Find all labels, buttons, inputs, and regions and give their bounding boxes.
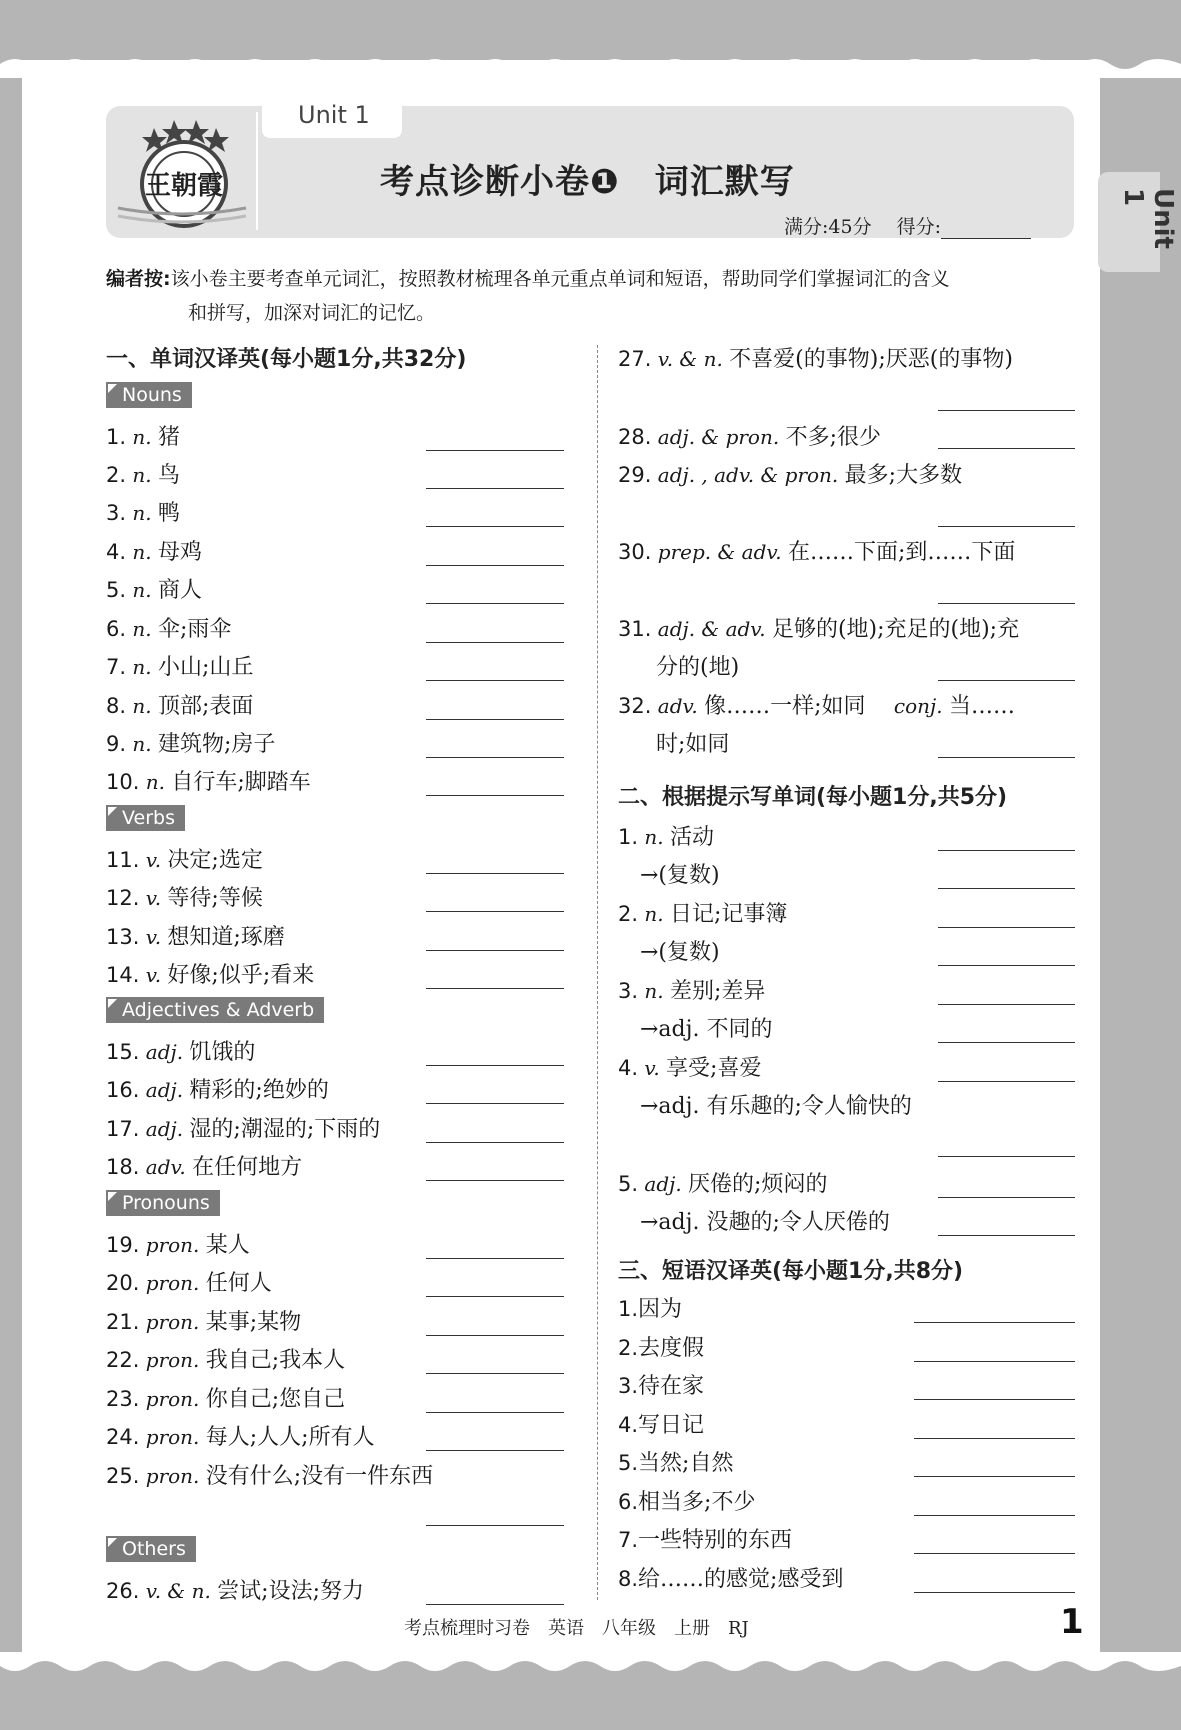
part-of-speech: n. bbox=[126, 540, 158, 564]
vocab-item bbox=[618, 612, 1019, 643]
hint-item bbox=[618, 897, 787, 928]
answer-blank[interactable] bbox=[938, 1235, 1075, 1236]
answer-blank[interactable] bbox=[938, 448, 1075, 449]
vocab-item bbox=[106, 1382, 345, 1413]
item-number: 31. bbox=[618, 617, 652, 641]
item-meaning: 母鸡 bbox=[158, 540, 203, 565]
item-meaning: 猪 bbox=[158, 425, 181, 450]
part-of-speech: pron. bbox=[139, 1310, 206, 1334]
item-meaning: 想知道;琢磨 bbox=[167, 925, 285, 950]
part-of-speech: n. bbox=[638, 902, 670, 926]
part-of-speech: v. bbox=[638, 1056, 667, 1080]
vocab-item bbox=[618, 342, 1013, 373]
item-number: 15. bbox=[106, 1040, 140, 1064]
item-meaning: 不多;很少 bbox=[785, 425, 881, 450]
part-of-speech: n. bbox=[638, 825, 670, 849]
header-divider bbox=[256, 112, 258, 230]
item-number: 7. bbox=[618, 1528, 639, 1552]
item-meaning: 待在家 bbox=[638, 1374, 705, 1399]
item-continuation: 时;如同 bbox=[656, 732, 730, 757]
answer-blank[interactable] bbox=[426, 1412, 564, 1413]
part-of-speech: pron. bbox=[139, 1271, 206, 1295]
item-meaning: 像……一样;如同 bbox=[704, 694, 888, 719]
item-meaning: 你自己;您自己 bbox=[205, 1387, 346, 1412]
hint-item bbox=[618, 820, 714, 851]
part-of-speech: adj. bbox=[139, 1040, 190, 1064]
derived-form-prompt: →(复数) bbox=[640, 940, 720, 965]
answer-blank[interactable] bbox=[914, 1592, 1075, 1593]
item-meaning: 没有什么;没有一件东西 bbox=[205, 1464, 434, 1489]
item-number: 22. bbox=[106, 1348, 140, 1372]
publisher-seal-logo bbox=[112, 112, 252, 234]
hint-item bbox=[618, 974, 765, 1005]
item-meaning: 顶部;表面 bbox=[158, 694, 254, 719]
vocab-item bbox=[106, 420, 180, 451]
item-number: 17. bbox=[106, 1117, 140, 1141]
item-number: 5. bbox=[618, 1451, 639, 1475]
vocab-item bbox=[106, 1343, 345, 1374]
part-of-speech: v. bbox=[139, 963, 168, 987]
vocab-item bbox=[618, 689, 1015, 720]
item-meaning: 当然;自然 bbox=[638, 1451, 734, 1476]
item-number: 10. bbox=[106, 770, 140, 794]
answer-blank[interactable] bbox=[914, 1438, 1075, 1439]
vocab-item bbox=[106, 1112, 380, 1143]
phrase-item bbox=[618, 1292, 682, 1323]
item-meaning: 一些特别的东西 bbox=[638, 1528, 793, 1553]
item-number: 8. bbox=[618, 1567, 639, 1591]
category-label: Adjectives & Adverb bbox=[106, 997, 324, 1023]
answer-blank[interactable] bbox=[914, 1553, 1075, 1554]
vocab-item bbox=[106, 1150, 302, 1181]
item-meaning: 日记;记事簿 bbox=[670, 902, 788, 927]
item-continuation: 分的(地) bbox=[656, 655, 740, 680]
vocab-item bbox=[106, 843, 263, 874]
item-number: 8. bbox=[106, 694, 127, 718]
part-of-speech: v. & n. bbox=[651, 347, 730, 371]
answer-blank[interactable] bbox=[938, 1004, 1075, 1005]
item-number: 2. bbox=[106, 463, 127, 487]
part-of-speech: pron. bbox=[139, 1233, 206, 1257]
item-number: 2. bbox=[618, 902, 639, 926]
part-of-speech: pron. bbox=[139, 1464, 206, 1488]
page-title: 考点诊断小卷❶ 词汇默写 bbox=[380, 162, 795, 202]
answer-blank[interactable] bbox=[426, 1180, 564, 1181]
item-meaning: 好像;似乎;看来 bbox=[167, 963, 315, 988]
item-meaning: 某人 bbox=[205, 1233, 250, 1258]
item-number: 5. bbox=[618, 1172, 639, 1196]
category-label: Pronouns bbox=[106, 1190, 220, 1216]
item-number: 30. bbox=[618, 540, 652, 564]
part-of-speech: adj. , adv. & pron. bbox=[651, 463, 845, 487]
item-meaning: 在任何地方 bbox=[192, 1155, 303, 1180]
column-divider bbox=[597, 345, 598, 1600]
answer-blank[interactable] bbox=[426, 1373, 564, 1374]
hint-item bbox=[618, 1051, 761, 1082]
item-number: 4. bbox=[618, 1056, 639, 1080]
item-number: 20. bbox=[106, 1271, 140, 1295]
part-of-speech: v. bbox=[139, 848, 168, 872]
part-of-speech: pron. bbox=[139, 1387, 206, 1411]
item-meaning: 任何人 bbox=[205, 1271, 272, 1296]
answer-blank[interactable] bbox=[938, 927, 1075, 928]
item-meaning: 建筑物;房子 bbox=[158, 732, 276, 757]
item-number: 24. bbox=[106, 1425, 140, 1449]
item-meaning: 最多;大多数 bbox=[844, 463, 963, 488]
vocab-item bbox=[106, 727, 275, 758]
answer-blank[interactable] bbox=[938, 1081, 1075, 1082]
item-number: 11. bbox=[106, 848, 140, 872]
vocab-item bbox=[106, 1228, 250, 1259]
unit-label: Unit 1 bbox=[298, 101, 370, 129]
score-line bbox=[784, 212, 1031, 239]
item-meaning: 饥饿的 bbox=[189, 1040, 256, 1065]
answer-blank[interactable] bbox=[914, 1399, 1075, 1400]
item-number: 18. bbox=[106, 1155, 140, 1179]
vocab-item bbox=[106, 1420, 375, 1451]
answer-blank[interactable] bbox=[938, 410, 1075, 411]
item-number: 3. bbox=[618, 979, 639, 1003]
item-number: 6. bbox=[106, 617, 127, 641]
answer-blank[interactable] bbox=[426, 950, 564, 951]
item-meaning: 我自己;我本人 bbox=[205, 1348, 346, 1373]
phrase-item bbox=[618, 1562, 843, 1593]
category-label: Verbs bbox=[106, 805, 185, 831]
item-number: 1. bbox=[618, 825, 639, 849]
answer-blank[interactable] bbox=[938, 680, 1075, 681]
answer-blank[interactable] bbox=[426, 1296, 564, 1297]
part-of-speech: v. bbox=[139, 925, 168, 949]
item-meaning: 因为 bbox=[638, 1297, 683, 1322]
item-meaning: 写日记 bbox=[638, 1413, 705, 1438]
item-meaning: 差别;差异 bbox=[670, 979, 766, 1004]
item-number: 4. bbox=[106, 540, 127, 564]
section-title: 一、单词汉译英(每小题1分,共32分) bbox=[106, 347, 467, 372]
part-of-speech: n. bbox=[126, 501, 158, 525]
answer-blank[interactable] bbox=[426, 603, 564, 604]
part-of-speech: n. bbox=[126, 463, 158, 487]
item-meaning: 等待;等候 bbox=[167, 886, 263, 911]
vocab-item bbox=[106, 650, 253, 681]
part-of-speech: adj. bbox=[139, 1078, 190, 1102]
vocab-item bbox=[106, 1073, 329, 1104]
answer-blank[interactable] bbox=[426, 1258, 564, 1259]
phrase-item bbox=[618, 1523, 792, 1554]
item-meaning: 鸟 bbox=[158, 463, 181, 488]
item-number: 28. bbox=[618, 425, 652, 449]
answer-blank[interactable] bbox=[426, 873, 564, 874]
part-of-speech: n. bbox=[126, 655, 158, 679]
phrase-item bbox=[618, 1485, 755, 1516]
svg-text:王朝霞: 王朝霞 bbox=[144, 171, 224, 201]
part-of-speech: adj. & adv. bbox=[651, 617, 772, 641]
note-label: 编者按: bbox=[106, 268, 171, 290]
editor-note bbox=[106, 262, 1076, 330]
item-number: 32. bbox=[618, 694, 652, 718]
part-of-speech: adj. & pron. bbox=[651, 425, 786, 449]
vocab-item bbox=[106, 881, 263, 912]
part-of-speech: n. bbox=[126, 732, 158, 756]
item-meaning: 活动 bbox=[670, 825, 715, 850]
item-meaning: 伞;雨伞 bbox=[158, 617, 232, 642]
item-number: 7. bbox=[106, 655, 127, 679]
item-number: 5. bbox=[106, 578, 127, 602]
item-meaning: 厌倦的;烦闷的 bbox=[688, 1172, 828, 1197]
side-unit-tab bbox=[1098, 172, 1178, 272]
vocab-item bbox=[106, 612, 231, 643]
answer-blank[interactable] bbox=[426, 757, 564, 758]
part-of-speech: pron. bbox=[139, 1425, 206, 1449]
category-label: Others bbox=[106, 1536, 196, 1562]
vocab-item bbox=[106, 458, 180, 489]
vocab-item bbox=[106, 573, 202, 604]
answer-blank[interactable] bbox=[426, 1450, 564, 1451]
item-number: 1. bbox=[618, 1297, 639, 1321]
part-of-speech: adv. bbox=[139, 1155, 193, 1179]
phrase-item bbox=[618, 1446, 733, 1477]
note-line2: 和拼写，加深对词汇的记忆。 bbox=[188, 302, 436, 324]
vocab-item bbox=[106, 496, 180, 527]
hint-item bbox=[618, 1167, 827, 1198]
answer-blank[interactable] bbox=[426, 1142, 564, 1143]
answer-blank[interactable] bbox=[426, 488, 564, 489]
answer-blank[interactable] bbox=[938, 603, 1075, 604]
footer-text: 考点梳理时习卷 英语 八年级 上册 RJ bbox=[404, 1618, 749, 1639]
answer-blank[interactable] bbox=[426, 450, 564, 451]
answer-blank[interactable] bbox=[426, 795, 564, 796]
item-number: 6. bbox=[618, 1490, 639, 1514]
item-number: 1. bbox=[106, 425, 127, 449]
vocab-item bbox=[106, 689, 253, 720]
side-tab-label: Unit 1 bbox=[1118, 188, 1178, 249]
item-meaning: 自行车;脚踏车 bbox=[171, 770, 311, 795]
item-number: 23. bbox=[106, 1387, 140, 1411]
part-of-speech: n. bbox=[638, 979, 670, 1003]
item-number: 14. bbox=[106, 963, 140, 987]
answer-blank[interactable] bbox=[938, 888, 1075, 889]
page-number: 1 bbox=[1060, 1602, 1084, 1642]
item-number: 2. bbox=[618, 1336, 639, 1360]
score-blank[interactable] bbox=[941, 220, 1031, 239]
item-meaning: 湿的;潮湿的;下雨的 bbox=[189, 1117, 381, 1142]
item-meaning: 每人;人人;所有人 bbox=[205, 1425, 375, 1450]
answer-blank[interactable] bbox=[426, 1103, 564, 1104]
part-of-speech: n. bbox=[126, 578, 158, 602]
note-line1: 该小卷主要考查单元词汇，按照教材梳理各单元重点单词和短语，帮助同学们掌握词汇的含义 bbox=[170, 268, 950, 290]
vocab-item bbox=[106, 1574, 364, 1605]
answer-blank[interactable] bbox=[938, 965, 1075, 966]
part-of-speech: v. bbox=[139, 886, 168, 910]
score-label: 得分: bbox=[896, 216, 942, 238]
item-meaning: 在……下面;到……下面 bbox=[788, 540, 1016, 565]
answer-blank[interactable] bbox=[938, 526, 1075, 527]
phrase-item bbox=[618, 1369, 704, 1400]
item-meaning: 决定;选定 bbox=[167, 848, 263, 873]
answer-blank[interactable] bbox=[426, 642, 564, 643]
item-number: 29. bbox=[618, 463, 652, 487]
answer-blank[interactable] bbox=[426, 719, 564, 720]
answer-blank[interactable] bbox=[426, 680, 564, 681]
part-of-speech: prep. & adv. bbox=[651, 540, 789, 564]
answer-blank[interactable] bbox=[426, 988, 564, 989]
full-score: 满分:45分 bbox=[784, 216, 872, 238]
item-number: 16. bbox=[106, 1078, 140, 1102]
item-meaning: 不喜爱(的事物);厌恶(的事物) bbox=[729, 347, 1013, 372]
item-meaning: 给……的感觉;感受到 bbox=[638, 1567, 844, 1592]
vocab-item bbox=[618, 420, 881, 451]
part-of-speech: v. & n. bbox=[139, 1579, 218, 1603]
answer-blank[interactable] bbox=[914, 1322, 1075, 1323]
item-meaning: 尝试;设法;努力 bbox=[217, 1579, 364, 1604]
answer-blank[interactable] bbox=[426, 1604, 564, 1605]
item-meaning: 相当多;不少 bbox=[638, 1490, 756, 1515]
item-number: 4. bbox=[618, 1413, 639, 1437]
answer-blank[interactable] bbox=[426, 1335, 564, 1336]
item-meaning: 商人 bbox=[158, 578, 203, 603]
item-number: 21. bbox=[106, 1310, 140, 1334]
part-of-speech: n. bbox=[126, 617, 158, 641]
answer-blank[interactable] bbox=[426, 526, 564, 527]
section-title: 三、短语汉译英(每小题1分,共8分) bbox=[618, 1259, 964, 1284]
answer-blank[interactable] bbox=[938, 1197, 1075, 1198]
item-meaning: 当…… bbox=[948, 694, 1015, 719]
answer-blank[interactable] bbox=[938, 850, 1075, 851]
part-of-speech: adj. bbox=[638, 1172, 689, 1196]
answer-blank[interactable] bbox=[938, 1042, 1075, 1043]
answer-blank[interactable] bbox=[914, 1476, 1075, 1477]
answer-blank[interactable] bbox=[938, 757, 1075, 758]
part-of-speech: n. bbox=[126, 425, 158, 449]
answer-blank[interactable] bbox=[426, 911, 564, 912]
answer-blank[interactable] bbox=[426, 565, 564, 566]
part-of-speech: adj. bbox=[139, 1117, 190, 1141]
vocab-item bbox=[106, 1305, 301, 1336]
vocab-item bbox=[106, 958, 314, 989]
item-number: 25. bbox=[106, 1464, 140, 1488]
derived-form-prompt: →adj. 不同的 bbox=[640, 1017, 773, 1042]
item-number: 9. bbox=[106, 732, 127, 756]
item-meaning: 享受;喜爱 bbox=[666, 1056, 762, 1081]
answer-blank[interactable] bbox=[426, 1525, 564, 1526]
item-meaning: 鸭 bbox=[158, 501, 181, 526]
item-number: 26. bbox=[106, 1579, 140, 1603]
part-of-speech: conj. bbox=[887, 694, 949, 718]
phrase-item bbox=[618, 1408, 704, 1439]
derived-form-prompt: →adj. 没趣的;令人厌倦的 bbox=[640, 1210, 890, 1235]
item-number: 27. bbox=[618, 347, 652, 371]
vocab-item bbox=[618, 458, 962, 489]
vocab-item bbox=[106, 765, 311, 796]
derived-form-prompt: →adj. 有乐趣的;令人愉快的 bbox=[640, 1094, 912, 1119]
vocab-item bbox=[618, 535, 1015, 566]
vocab-item bbox=[106, 1266, 272, 1297]
item-meaning: 去度假 bbox=[638, 1336, 705, 1361]
part-of-speech: n. bbox=[126, 694, 158, 718]
answer-blank[interactable] bbox=[914, 1515, 1075, 1516]
item-meaning: 小山;山丘 bbox=[158, 655, 254, 680]
vocab-item bbox=[106, 535, 202, 566]
item-meaning: 某事;某物 bbox=[205, 1310, 302, 1335]
answer-blank[interactable] bbox=[914, 1361, 1075, 1362]
item-meaning: 足够的(地);充足的(地);充 bbox=[771, 617, 1020, 642]
item-number: 19. bbox=[106, 1233, 140, 1257]
item-number: 12. bbox=[106, 886, 140, 910]
item-number: 13. bbox=[106, 925, 140, 949]
vocab-item bbox=[106, 920, 285, 951]
part-of-speech: adv. bbox=[651, 694, 705, 718]
vocab-item bbox=[106, 1459, 433, 1490]
item-number: 3. bbox=[618, 1374, 639, 1398]
phrase-item bbox=[618, 1331, 704, 1362]
part-of-speech: n. bbox=[139, 770, 172, 794]
answer-blank[interactable] bbox=[426, 1065, 564, 1066]
section-title: 二、根据提示写单词(每小题1分,共5分) bbox=[618, 785, 1008, 810]
part-of-speech: pron. bbox=[139, 1348, 206, 1372]
category-label: Nouns bbox=[106, 382, 192, 408]
item-number: 3. bbox=[106, 501, 127, 525]
vocab-item bbox=[106, 1035, 255, 1066]
derived-form-prompt: →(复数) bbox=[640, 863, 720, 888]
answer-blank[interactable] bbox=[938, 1156, 1075, 1157]
item-meaning: 精彩的;绝妙的 bbox=[189, 1078, 329, 1103]
